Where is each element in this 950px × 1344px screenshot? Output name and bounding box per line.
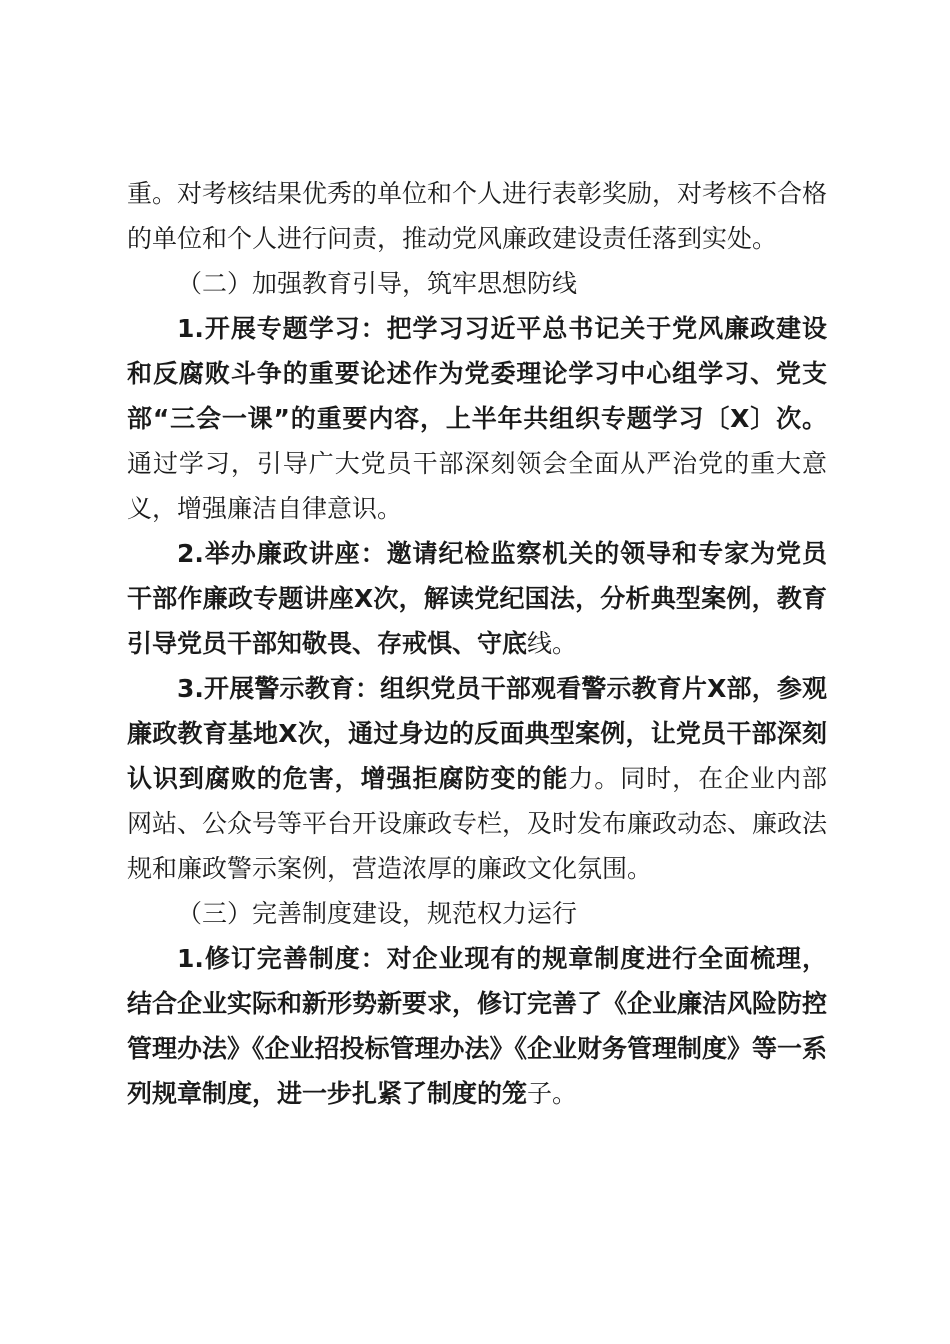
paragraph-continuation (127, 171, 827, 261)
paragraph-study (127, 306, 827, 531)
paragraph-bold-text: 1.开展专题学习：把学习习近平总书记关于党风廉政建设和反腐败斗争的重要论述作为党委理论学习中心组学习、党支部“三会一课”的重要内容，上半年共组织专题学习〔X〕次。 (127, 314, 827, 433)
section-heading-text: （三）完善制度建设，规范权力运行 (177, 899, 578, 928)
paragraph-text: 力。同时，在企业内部网站、公众号等平台开设廉政专栏，及时发布廉政动态、廉政法规和廉政警示案例，营造浓厚的廉政文化氛围。 (127, 764, 828, 883)
paragraph-text: 重。对考核结果优秀的单位和个人进行表彰奖励，对考核不合格的单位和个人进行问责，推动党风廉政建设责任落到实处。 (127, 179, 828, 253)
paragraph-text: 通过学习，引导广大党员干部深刻领会全面从严治党的重大意义，增强廉洁自律意识。 (127, 449, 827, 523)
paragraph-lecture (127, 531, 827, 666)
paragraph-bold-text: 1.修订完善制度：对企业现有的规章制度进行全面梳理，结合企业实际和新形势新要求，修订完善了《企业廉洁风险防控管理办法》《企业招投标管理办法》《企业财务管理制度》等一系列规章制度，进一步扎紧了制度的笼 (127, 944, 828, 1108)
paragraph-text: 线。 (527, 629, 578, 658)
paragraph-warning (127, 666, 827, 891)
section-heading-2 (127, 261, 827, 306)
paragraph-system (127, 936, 827, 1116)
paragraph-bold-text: 2.举办廉政讲座：邀请纪检监察机关的领导和专家为党员干部作廉政专题讲座X次，解读党纪国法，分析典型案例，教育引导党员干部知敬畏、存戒惧、守底 (127, 539, 827, 658)
paragraph-text: 子。 (527, 1079, 578, 1108)
section-heading-text: （二）加强教育引导，筑牢思想防线 (177, 269, 578, 298)
paragraph-bold-text: 3.开展警示教育：组织党员干部观看警示教育片X部，参观廉政教育基地X次，通过身边的反面典型案例，让党员干部深刻认识到腐败的危害，增强拒腐防变的能 (127, 674, 827, 793)
document-body (127, 171, 827, 1116)
section-heading-3 (127, 891, 827, 936)
